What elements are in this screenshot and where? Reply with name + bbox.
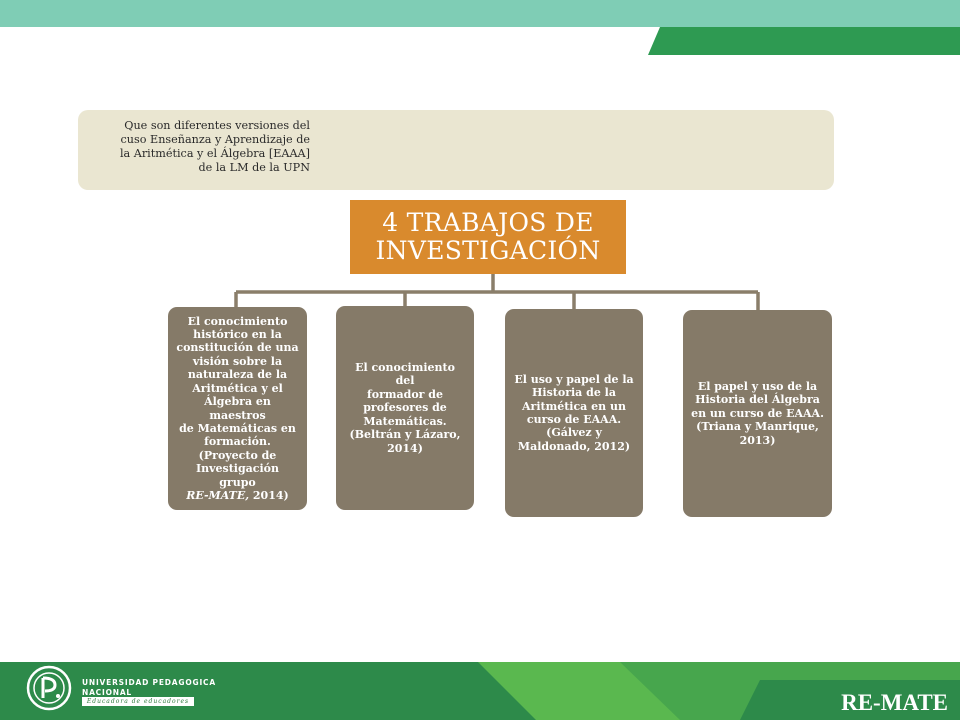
- root-title-line-2: INVESTIGACIÓN: [375, 236, 601, 265]
- child-node-3: El uso y papel de la Historia de la Aritmética en un curso de EAAA. (Gálvez y Maldonado, 2012): [505, 309, 643, 517]
- university-name: UNIVERSIDAD PEDAGOGICA NACIONAL: [82, 678, 216, 697]
- intro-note-text: Que son diferentes versiones del cuso Enseñanza y Aprendizaje de la Aritmética y el Álgebra [EAAA] de la LM de la UPN: [119, 119, 310, 174]
- university-logo-icon: [25, 664, 73, 712]
- child-node-4: El papel y uso de la Historia del Álgebra en un curso de EAAA. (Triana y Manrique, 2013): [683, 310, 832, 517]
- brand-label: RE-MATE: [841, 690, 948, 715]
- child-node-1: El conocimiento histórico en la constitución de una visión sobre la naturaleza de la Aritmética y el Álgebra en maestros de Matemáticas en formación. (Proyecto de Investigación grupo RE-MATE, 2014): [168, 307, 307, 510]
- root-title-line-1: 4 TRABAJOS DE: [382, 208, 594, 237]
- child-node-2: El conocimiento del formador de profesores de Matemáticas. (Beltrán y Lázaro, 2014): [336, 306, 474, 510]
- university-slogan: Educadora de educadores: [82, 697, 194, 706]
- top-decorative-band: [0, 0, 960, 55]
- root-node: [350, 200, 626, 274]
